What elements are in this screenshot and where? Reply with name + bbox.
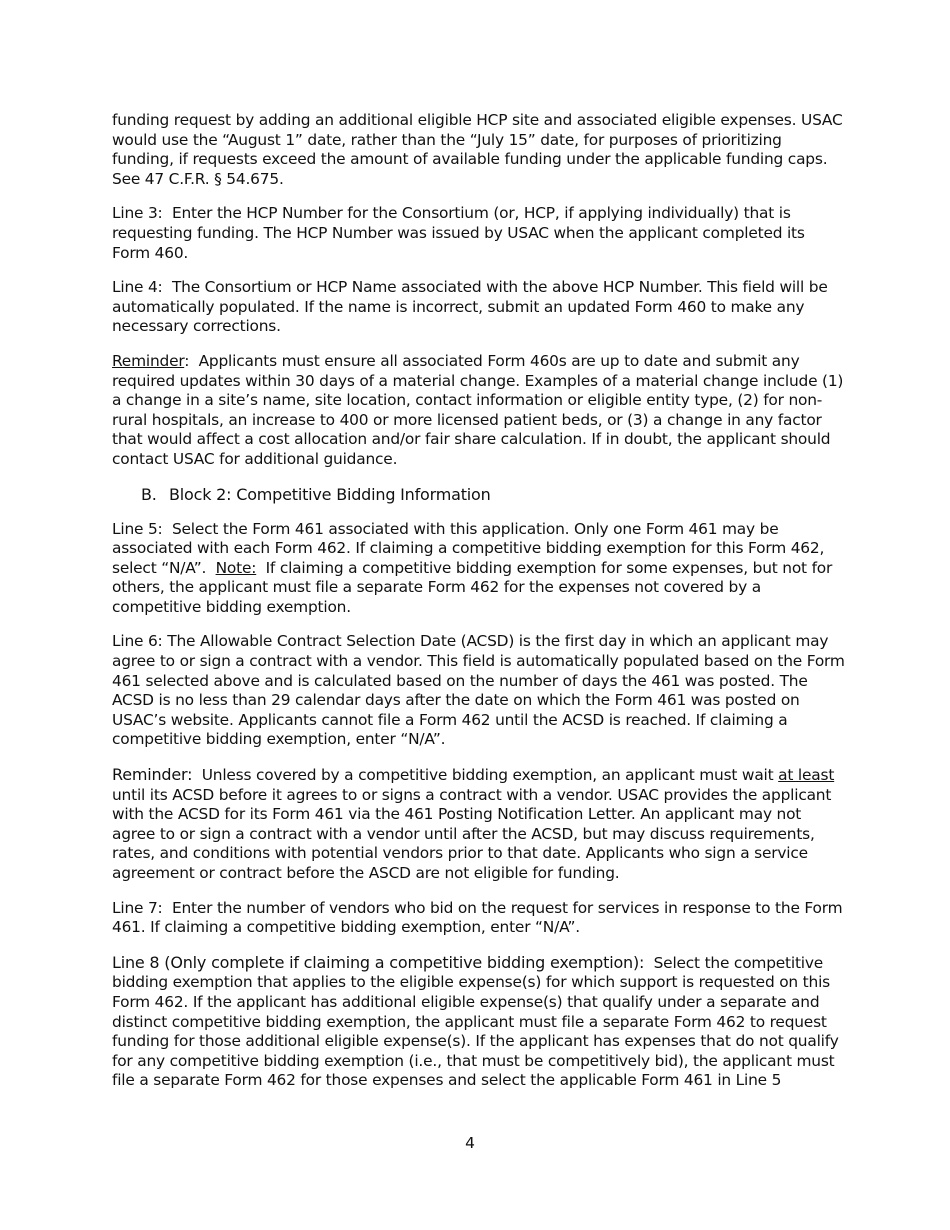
line-8-text: Select the competitive bidding exemption that applies to the eligible expense(s) for which support is requested on this Form 462. If the applicant has additional eligible expense(s) that qualify under a separate and distinct competitive bidding exemption, the applicant must file a separate Form 462 to request funding for those additional eligible expense(s). If the applicant has expenses that do not qualify for any competitive bidding exemption (i.e., that must be competitively bid), the applicant must file a separate Form 462 for those expenses and select the applicable Form 461 in Line 5 (112, 953, 839, 1090)
document-body (112, 111, 847, 1106)
line-5-text-b: If claiming a competitive bidding exemption for some expenses, but not for others, the applicant must file a separate Form 462 for the expenses not covered by a competitive bidding exemption. (112, 558, 833, 616)
line-8-label: Line 8 (Only complete if claiming a competitive bidding exemption): (112, 952, 645, 972)
section-letter: B. (141, 484, 157, 504)
paragraph-continuation (112, 111, 847, 189)
section-heading-block-2 (141, 485, 847, 505)
reminder-2-text-a: Unless covered by a competitive bidding exemption, an applicant must wait (201, 766, 774, 785)
paragraph-line-5 (112, 520, 847, 618)
line-3-label: Line 3: (112, 204, 163, 223)
paragraph-line-4 (112, 278, 847, 337)
reminder-2-emphasis: at least (778, 766, 835, 785)
line-5-note: Note: (215, 558, 257, 577)
page-number: 4 (465, 1134, 475, 1152)
reminder-1-text: Applicants must ensure all associated Form 460s are up to date and submit any required updates within 30 days of a material change. Examples of a material change include (1) a change in a site’s name, site location, contact information or eligible entity type, (2) for non-rural hospitals, an increase to 400 or more licensed patient beds, or (3) a change in any factor that would affect a cost allocation and/or fair share calculation. If in doubt, the applicant should contact USAC for additional guidance. (112, 351, 844, 468)
line-5-text-a: Select the Form 461 associated with this application. Only one Form 461 may be associated with each Form 462. If claiming a competitive bidding exemption for this Form 462, select “N/A”. (112, 519, 825, 577)
line-3-text: Enter the HCP Number for the Consortium (or, HCP, if applying individually) that is requesting funding. The HCP Number was issued by USAC when the applicant completed its Form 460. (112, 204, 805, 262)
paragraph-reminder-2 (112, 765, 847, 884)
reminder-1-label: Reminder (112, 351, 185, 370)
reminder-2-label: Reminder: (112, 765, 193, 785)
paragraph-line-7 (112, 899, 847, 938)
line-5-label: Line 5: (112, 519, 163, 538)
line-6-text: The Allowable Contract Selection Date (ACSD) is the first day in which an applicant may agree to or sign a contract with a vendor. This field is automatically populated based on the Form 461 selected above and is calculated based on the number of days the 461 was posted. The ACSD is no less than 29 calendar days after the date on which the Form 461 was posted on USAC’s website. Applicants cannot file a Form 462 until the ACSD is reached. If claiming a competitive bidding exemption, enter “N/A”. (112, 632, 845, 749)
paragraph-text: funding request by adding an additional eligible HCP site and associated eligible expenses. USAC would use the “August 1” date, rather than the “July 15” date, for purposes of prioritizing funding, if requests exceed the amount of available funding under the applicable funding caps. See 47 C.F.R. § 54.675. (112, 111, 843, 188)
paragraph-line-6 (112, 632, 847, 750)
section-title: Block 2: Competitive Bidding Information (169, 484, 491, 504)
line-4-label: Line 4: (112, 278, 163, 297)
line-6-label: Line 6: (112, 632, 163, 651)
line-7-text: Enter the number of vendors who bid on the request for services in response to the Form 461. If claiming a competitive bidding exemption, enter “N/A”. (112, 898, 843, 937)
line-4-text: The Consortium or HCP Name associated with the above HCP Number. This field will be automatically populated. If the name is incorrect, submit an updated Form 460 to make any necessary corrections. (112, 278, 828, 336)
paragraph-reminder-1: Reminder: Applicants must ensure all associated Form 460s are up to date and submit any required updates within 30 days of a material change. Examples of a material change include (1) a change in a site’s name, site location, contact information or eligible entity type, (2) for non-rural hospitals, an increase to 400 or more licensed patient beds, or (3) a change in any factor that would affect a cost allocation and/or fair share calculation. If in doubt, the applicant should contact USAC for additional guidance. (112, 351, 844, 468)
line-7-label: Line 7: (112, 898, 163, 917)
paragraph-line-3 (112, 204, 847, 263)
reminder-2-text-b: until its ACSD before it agrees to or signs a contract with a vendor. USAC provides the applicant with the ACSD for its Form 461 via the 461 Posting Notification Letter. An applicant may not agree to or sign a contract with a vendor until after the ACSD, but may discuss requirements, rates, and conditions with potential vendors prior to that date. Applicants who sign a service agreement or contract before the ASCD are not eligible for funding. (112, 785, 832, 882)
paragraph-line-8 (112, 953, 847, 1091)
